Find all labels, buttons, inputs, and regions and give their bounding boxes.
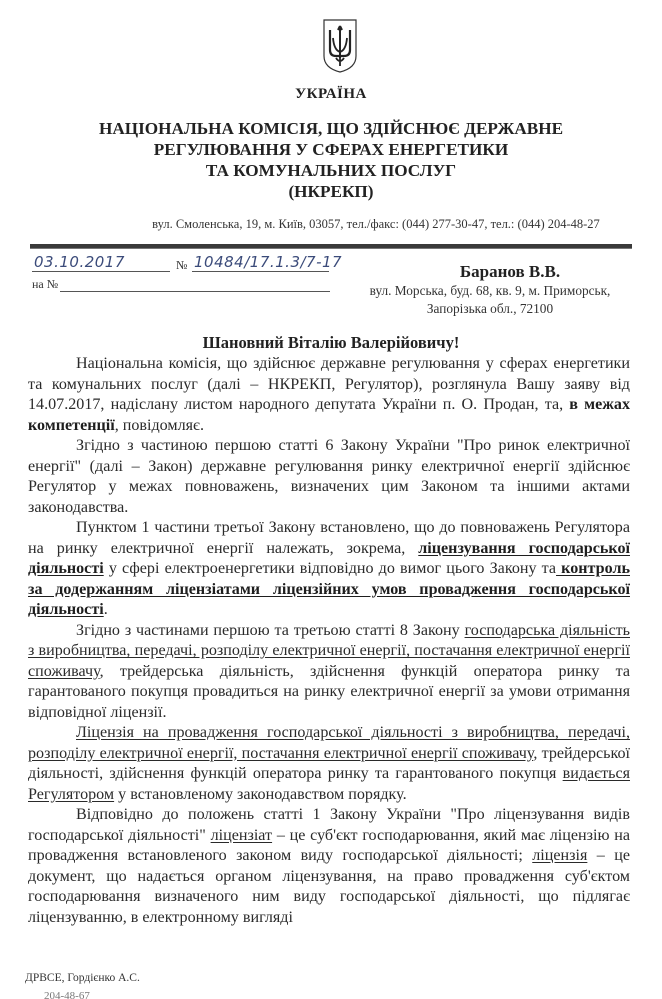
org-line-3: ТА КОМУНАЛЬНИХ ПОСЛУГ: [205, 161, 457, 180]
org-line-2: РЕГУЛЮВАННЯ У СФЕРАХ ЕНЕРГЕТИКИ: [153, 140, 509, 159]
reply-to-field: [60, 277, 330, 292]
org-abbreviation: (НКРЕКП): [288, 182, 374, 201]
underlined-license: Ліцензія на провадження господарської діяльності з виробництва, передачі, розподілу електричної енергії, постачання електричної енергії споживачу: [28, 724, 630, 762]
reply-to-label: на №: [32, 277, 59, 291]
outgoing-number: 10484/17.1.3/7-17: [194, 253, 343, 271]
paragraph-1: Національна комісія, що здійснює державне регулювання у сферах енергетики та комунальних послуг (далі – НКРЕКП, Регулятор), розглянула Вашу заяву від 14.07.2017, надіслану листом народного депутата України п. О. Продан, та, в межах компетенції, повідомляє.: [28, 355, 630, 434]
salutation: Шановний Віталію Валерійовичу!: [202, 333, 460, 352]
underlined-issued-by-regulator: видається Регулятором: [28, 765, 630, 803]
underlined-licensee: ліцензіат: [210, 826, 273, 844]
emphasis-licensing: ліцензування господарської діяльності: [28, 539, 630, 577]
paragraph-5: Ліцензія на провадження господарської діяльності з виробництва, передачі, розподілу електричної енергії, постачання електричної енергії споживачу, трейдерської діяльності, здійснення функцій оператора ринку та гарантованого покупця видається Регулятором у встановленому законодавством порядку.: [28, 724, 630, 803]
underlined-activities: господарська діяльність з виробництва, передачі, розподілу електричної енергії, постачання електричної енергії споживачу: [28, 621, 630, 680]
recipient-name: Баранов В.В.: [459, 262, 561, 281]
executor-phone: 204-48-67: [44, 990, 90, 999]
paragraph-3: Пунктом 1 частини третьої Закону встановлено, що до повноважень Регулятора на ринку електричної енергії належать, зокрема, ліцензування господарської діяльності у сфері електроенергетики відповідно до вимог цього Закону та контроль за додержанням ліцензіатами ліцензійних умов провадження господарської діяльності.: [28, 519, 630, 618]
paragraph-6: Відповідно до положень статті 1 Закону України "Про ліцензування видів господарської діяльності" ліцензіат – це суб'єкт господарювання, який має ліцензію на провадження встановленого законом виду господарської діяльності; ліцензія – це документ, що надається органом ліцензування, на право провадження суб'єктом господарювання визначеного ним виду господарської діяльності, що підлягає ліцензуванню, в електронному вигляді: [28, 806, 630, 926]
letter-body: [28, 354, 630, 928]
org-line-1: НАЦІОНАЛЬНА КОМІСІЯ, ЩО ЗДІЙСНЮЄ ДЕРЖАВНЕ: [98, 119, 564, 138]
organization-address: вул. Смоленська, 19, м. Київ, 03057, тел./факс: (044) 277-30-47, тел.: (044) 204-48-27: [152, 217, 600, 231]
underlined-license-term: ліцензія: [532, 847, 588, 864]
recipient-block: [340, 262, 640, 318]
country-name: УКРАЇНА: [295, 86, 367, 102]
emphasis-competence: в межах компетенції: [28, 396, 630, 434]
recipient-address-line-2: Запорізька обл., 72100: [426, 301, 554, 316]
number-label: №: [176, 258, 188, 272]
trident-coat-of-arms-icon: [322, 18, 358, 74]
recipient-address-line-1: вул. Морська, буд. 68, кв. 9, м. Приморськ,: [369, 283, 611, 298]
outgoing-date: 03.10.2017: [34, 253, 125, 271]
paragraph-4: Згідно з частинами першою та третьою статті 8 Закону господарська діяльність з виробництва, передачі, розподілу електричної енергії, постачання електричної енергії споживачу, трейдерська діяльність, здійснення функцій оператора ринку та гарантованого покупця провадиться на ринку електричної енергії за умови отримання відповідної ліцензії.: [28, 621, 630, 721]
header-divider: [30, 244, 632, 249]
organization-name: [0, 118, 662, 202]
paragraph-2: Згідно з частиною першою статті 6 Закону України "Про ринок електричної енергії" (далі – Закон) державне регулювання ринку електричної енергії здійснює Регулятор у межах повноважень, визначених цим Законом та іншими актами законодавства.: [28, 437, 630, 516]
emphasis-control: контроль за додержанням ліцензіатами ліцензійних умов провадження господарської діяльності: [28, 560, 630, 618]
executor-note: ДРВСЕ, Гордієнко А.С.: [25, 972, 140, 984]
